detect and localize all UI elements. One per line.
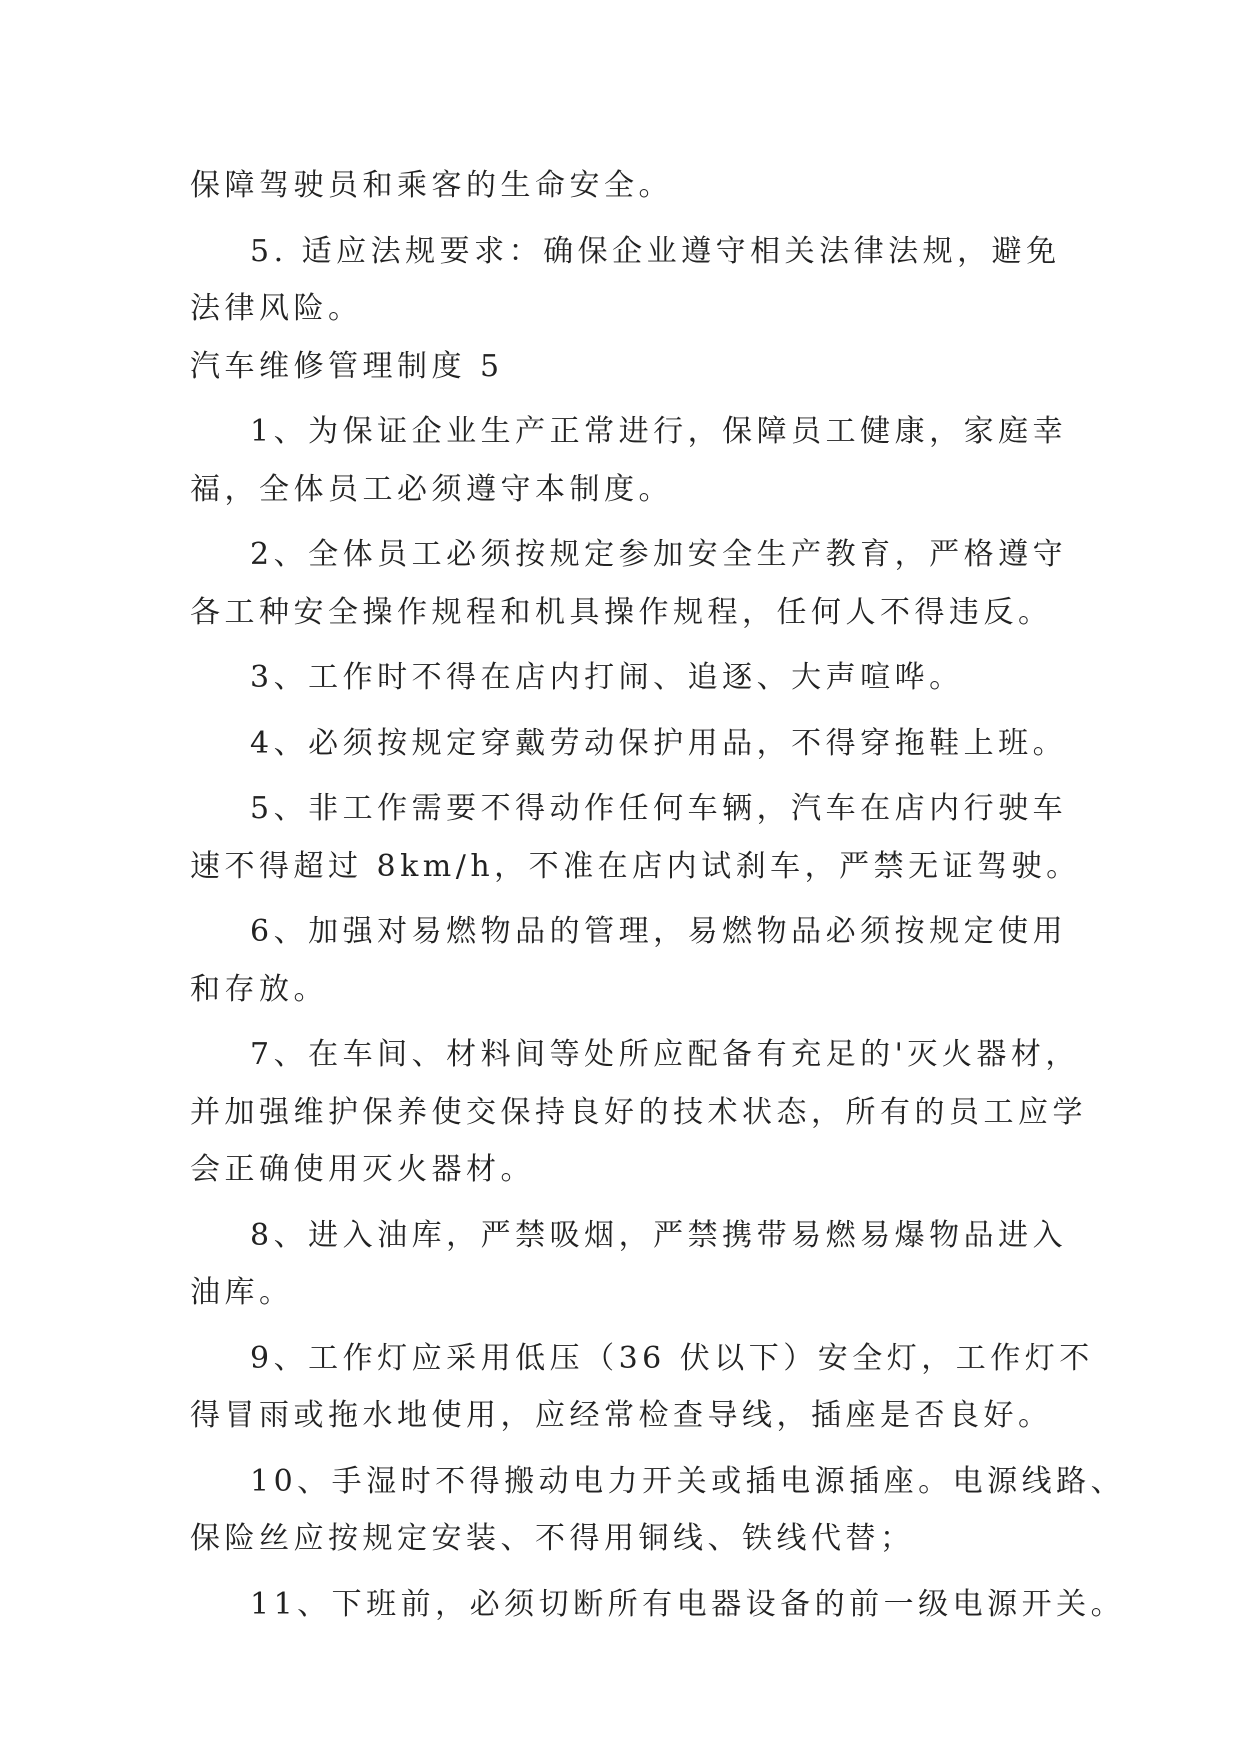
text-line: 4、必须按规定穿戴劳动保护用品，不得穿拖鞋上班。 [250,725,1068,761]
text-line: 各工种安全操作规程和机具操作规程，任何人不得违反。 [190,594,1053,630]
text-line: 和存放。 [190,971,328,1007]
text-line: 6、加强对易燃物品的管理，易燃物品必须按规定使用 [250,914,1068,949]
text-line: 法律风险。 [190,291,363,326]
text-line: 7、在车间、材料间等处所应配备有充足的'灭火器材， [250,1037,1080,1072]
text-line: 5. 适应法规要求：确保企业遵守相关法律法规，避免 [250,233,1061,269]
text-line: 会正确使用灭火器材。 [190,1152,535,1187]
text-line: 11、下班前，必须切断所有电器设备的前一级电源开关。 [250,1586,1126,1622]
text-line: 3、工作时不得在店内打闹、追逐、大声喧哗。 [250,660,964,695]
text-line: 油库。 [190,1275,294,1310]
text-line: 5、非工作需要不得动作任何车辆，汽车在店内行驶车 [250,791,1068,826]
text-line: 2、全体员工必须按规定参加安全生产教育，严格遵守 [250,537,1068,572]
text-line: 并加强维护保养使交保持良好的技术状态，所有的员工应学 [190,1094,1087,1130]
text-line: 得冒雨或拖水地使用，应经常检查导线，插座是否良好。 [190,1398,1053,1433]
text-line: 1、为保证企业生产正常进行，保障员工健康，家庭幸 [250,414,1068,449]
text-line: 保险丝应按规定安装、不得用铜线、铁线代替； [190,1521,915,1556]
text-line: 9、工作灯应采用低压（36 伏以下）安全灯，工作灯不 [250,1340,1094,1376]
text-line: 8、进入油库，严禁吸烟，严禁携带易燃易爆物品进入 [250,1217,1068,1253]
section-heading: 汽车维修管理制度 5 [190,348,504,384]
text-line: 速不得超过 8km/h，不准在店内试刹车，严禁无证驾驶。 [190,848,1081,884]
text-line: 保障驾驶员和乘客的生命安全。 [190,168,673,203]
document-body [190,157,1126,1633]
text-line: 10、手湿时不得搬动电力开关或插电源插座。电源线路、 [250,1463,1126,1499]
text-line: 福，全体员工必须遵守本制度。 [190,471,673,507]
